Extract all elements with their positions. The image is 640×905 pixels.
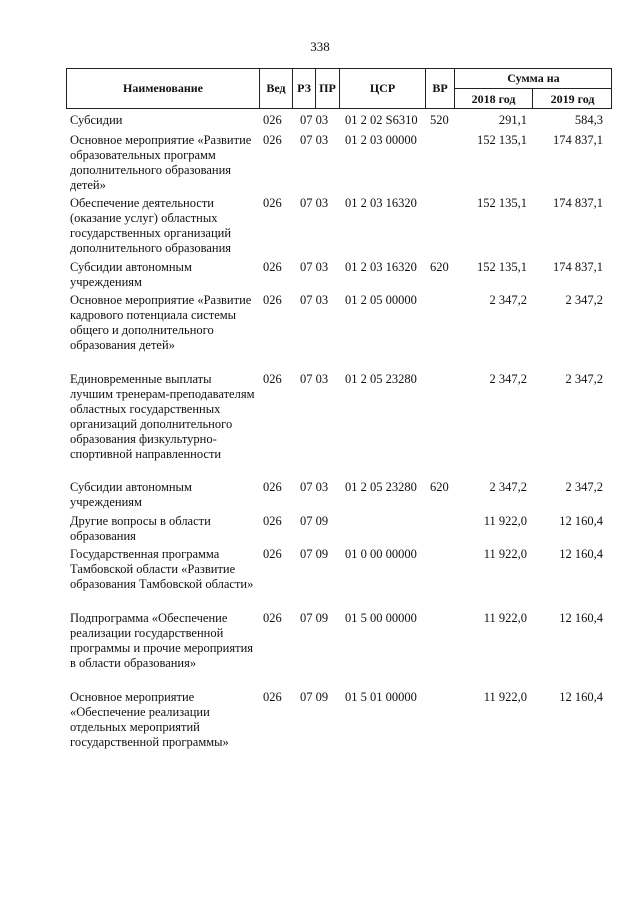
row-name: Субсидии xyxy=(70,113,123,127)
header-year1: 2018 год xyxy=(455,89,533,109)
row-ved: 026 xyxy=(263,372,282,386)
row-year2: 12 160,4 xyxy=(559,514,603,528)
row-year1: 152 135,1 xyxy=(477,133,527,147)
row-rz-pr: 07 03 xyxy=(300,113,329,127)
row-ved: 026 xyxy=(263,690,282,704)
row-ved: 026 xyxy=(263,293,282,307)
row-year2: 174 837,1 xyxy=(553,260,603,274)
row-vr: 620 xyxy=(430,480,449,494)
row-ved: 026 xyxy=(263,547,282,561)
row-ved: 026 xyxy=(263,260,282,274)
table-header xyxy=(66,68,612,109)
row-year1: 152 135,1 xyxy=(477,196,527,210)
row-ved: 026 xyxy=(263,480,282,494)
row-name: Единовременные выплаты лучшим тренерам-преподавателям областных государственных организаций дополнительного образования физкультурно-спортивной направленности xyxy=(70,372,255,461)
header-rz: РЗ xyxy=(293,69,316,108)
row-year2: 12 160,4 xyxy=(559,611,603,625)
row-name: Основное мероприятие «Обеспечение реализации отдельных мероприятий государственной программы» xyxy=(70,690,229,749)
row-rz-pr: 07 09 xyxy=(300,547,329,561)
row-year2: 12 160,4 xyxy=(559,690,603,704)
row-csr: 01 2 03 00000 xyxy=(345,133,417,147)
row-year1: 2 347,2 xyxy=(489,480,527,494)
header-ved: Вед xyxy=(260,69,293,108)
row-csr: 01 2 03 16320 xyxy=(345,260,417,274)
row-year1: 11 922,0 xyxy=(483,611,527,625)
row-name: Государственная программа Тамбовской области «Развитие образования Тамбовской области» xyxy=(70,547,254,591)
header-name: Наименование xyxy=(67,69,260,108)
row-csr: 01 2 05 23280 xyxy=(345,480,417,494)
row-name: Обеспечение деятельности (оказание услуг) областных государственных организаций дополнительного образования xyxy=(70,196,232,255)
row-year1: 2 347,2 xyxy=(489,372,527,386)
page-number: 338 xyxy=(310,39,330,54)
header-pr: ПР xyxy=(316,69,340,108)
row-csr: 01 2 05 23280 xyxy=(345,372,417,386)
row-csr: 01 5 00 00000 xyxy=(345,611,417,625)
row-rz-pr: 07 03 xyxy=(300,480,329,494)
row-year2: 2 347,2 xyxy=(565,293,603,307)
row-rz-pr: 07 03 xyxy=(300,372,329,386)
row-rz-pr: 07 03 xyxy=(300,260,329,274)
row-year1: 11 922,0 xyxy=(483,690,527,704)
row-year1: 291,1 xyxy=(498,113,527,127)
row-name: Субсидии автономным учреждениям xyxy=(70,260,192,289)
row-year1: 11 922,0 xyxy=(483,547,527,561)
row-ved: 026 xyxy=(263,113,282,127)
header-csr: ЦСР xyxy=(340,69,426,108)
row-year2: 584,3 xyxy=(574,113,603,127)
row-rz-pr: 07 09 xyxy=(300,611,329,625)
header-vr: ВР xyxy=(426,69,455,108)
row-ved: 026 xyxy=(263,196,282,210)
row-year2: 174 837,1 xyxy=(553,196,603,210)
row-year2: 12 160,4 xyxy=(559,547,603,561)
row-vr: 520 xyxy=(430,113,449,127)
row-csr: 01 5 01 00000 xyxy=(345,690,417,704)
row-ved: 026 xyxy=(263,514,282,528)
row-name: Подпрограмма «Обеспечение реализации государственной программы и прочие мероприятия в области образования» xyxy=(70,611,254,670)
row-ved: 026 xyxy=(263,611,282,625)
row-year1: 11 922,0 xyxy=(483,514,527,528)
row-rz-pr: 07 09 xyxy=(300,514,329,528)
row-vr: 620 xyxy=(430,260,449,274)
header-sum: Сумма на xyxy=(455,69,612,89)
row-rz-pr: 07 03 xyxy=(300,196,329,210)
row-name: Основное мероприятие «Развитие кадрового потенциала системы общего и дополнительного образования детей» xyxy=(70,293,252,352)
row-ved: 026 xyxy=(263,133,282,147)
row-year1: 2 347,2 xyxy=(489,293,527,307)
row-name: Другие вопросы в области образования xyxy=(70,514,211,543)
row-year2: 2 347,2 xyxy=(565,480,603,494)
header-year2: 2019 год xyxy=(550,91,595,106)
row-name: Субсидии автономным учреждениям xyxy=(70,480,192,509)
row-rz-pr: 07 03 xyxy=(300,133,329,147)
row-csr: 01 2 03 16320 xyxy=(345,196,417,210)
row-year2: 2 347,2 xyxy=(565,372,603,386)
row-year2: 174 837,1 xyxy=(553,133,603,147)
row-csr: 01 0 00 00000 xyxy=(345,547,417,561)
row-name: Основное мероприятие «Развитие образовательных программ дополнительного образования детей» xyxy=(70,133,252,192)
row-csr: 01 2 02 S6310 xyxy=(345,113,418,127)
row-rz-pr: 07 09 xyxy=(300,690,329,704)
row-rz-pr: 07 03 xyxy=(300,293,329,307)
row-csr: 01 2 05 00000 xyxy=(345,293,417,307)
row-year1: 152 135,1 xyxy=(477,260,527,274)
